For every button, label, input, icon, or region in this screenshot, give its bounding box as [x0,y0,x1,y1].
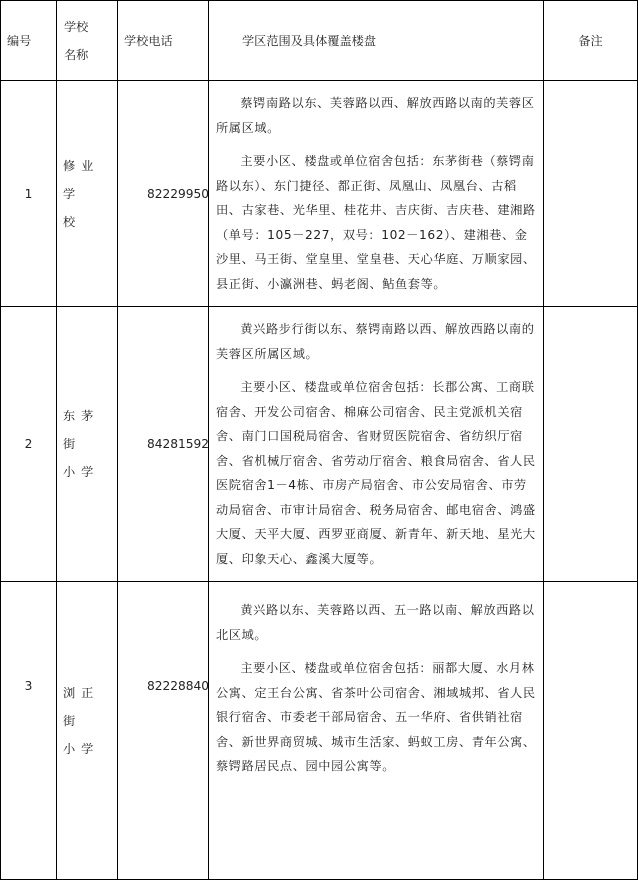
row-number: 3 [1,582,57,880]
scope-area-text: 黄兴路以东、芙蓉路以西、五一路以南、解放西路以北区域。 [216,603,535,642]
header-district-scope: 学区范围及具体覆盖楼盘 [209,1,544,81]
school-name-line1: 浏正街 [63,686,100,728]
header-phone: 学校电话 [118,1,209,81]
header-number: 编号 [1,1,57,81]
school-name [57,582,118,880]
school-name [57,307,118,582]
school-name-line2: 校 [63,214,82,229]
school-name-line2: 小学 [63,465,100,479]
row-note [544,582,638,880]
row-number: 1 [1,81,57,307]
scope-area-text: 黄兴路步行街以东、蔡锷南路以西、解放西路以南的芙蓉区所属区域。 [216,322,535,361]
scope-detail-text: 主要小区、楼盘或单位宿舍包括：长郡公寓、工商联宿舍、开发公司宿舍、棉麻公司宿舍、民主党派机关宿舍、南门口国税局宿舍、省财贸医院宿舍、省纺织厅宿舍、省机械厅宿舍、省劳动厅宿舍、粮食局宿舍、省人民医院宿舍1－4栋、市房产局宿舍、市公安局宿舍、市劳动局宿舍、市审计局宿舍、税务局宿舍、邮电宿舍、鸿盛大厦、天平大厦、西罗亚商厦、新青年、新天地、星光大厦、印象天心、鑫溪大厦等。 [216,380,536,566]
header-school-name [57,1,118,81]
district-scope [209,307,544,582]
table-row [1,81,638,307]
header-school-name-line1: 学校 [64,19,89,34]
scope-area-text: 蔡锷南路以东、芙蓉路以西、解放西路以南的芙蓉区所属区域。 [216,96,535,135]
row-note [544,81,638,307]
header-school-name-line2: 名称 [64,47,89,62]
district-scope [209,81,544,307]
row-note [544,307,638,582]
school-phone: 82228840 [118,582,209,880]
table-header-row [1,1,638,81]
table-row [1,582,638,880]
school-phone: 82229950 [118,81,209,307]
scope-detail-text: 主要小区、楼盘或单位宿舍包括：丽都大厦、水月林公寓、定王台公寓、省茶叶公司宿舍、湘域城邦、省人民银行宿舍、市委老干部局宿舍、五一华府、省供销社宿舍、新世界商贸城、城市生活家、蚂蚁工房、青年公寓、蔡锷路居民点、园中园公寓等。 [216,661,536,773]
row-number: 2 [1,307,57,582]
school-name-line1: 东茅街 [63,409,100,451]
school-phone: 84281592 [118,307,209,582]
district-scope [209,582,544,880]
school-name-line2: 小学 [63,742,100,756]
header-note: 备注 [544,1,638,81]
table-row [1,307,638,582]
school-name [57,81,118,307]
scope-detail-text: 主要小区、楼盘或单位宿舍包括：东茅街巷（蔡锷南路以东）、东门捷径、都正街、凤凰山、凤凰台、古稻田、古家巷、光华里、桂花井、吉庆街、吉庆巷、建湘路（单号：105－227，双号：102－162）、建湘巷、金沙里、马王街、堂皇里、堂皇巷、天心华庭、万顺家园、县正街、小瀛洲巷、蚂老阁、鲇鱼套等。 [216,154,536,291]
school-name-line1: 修业学 [63,158,100,201]
